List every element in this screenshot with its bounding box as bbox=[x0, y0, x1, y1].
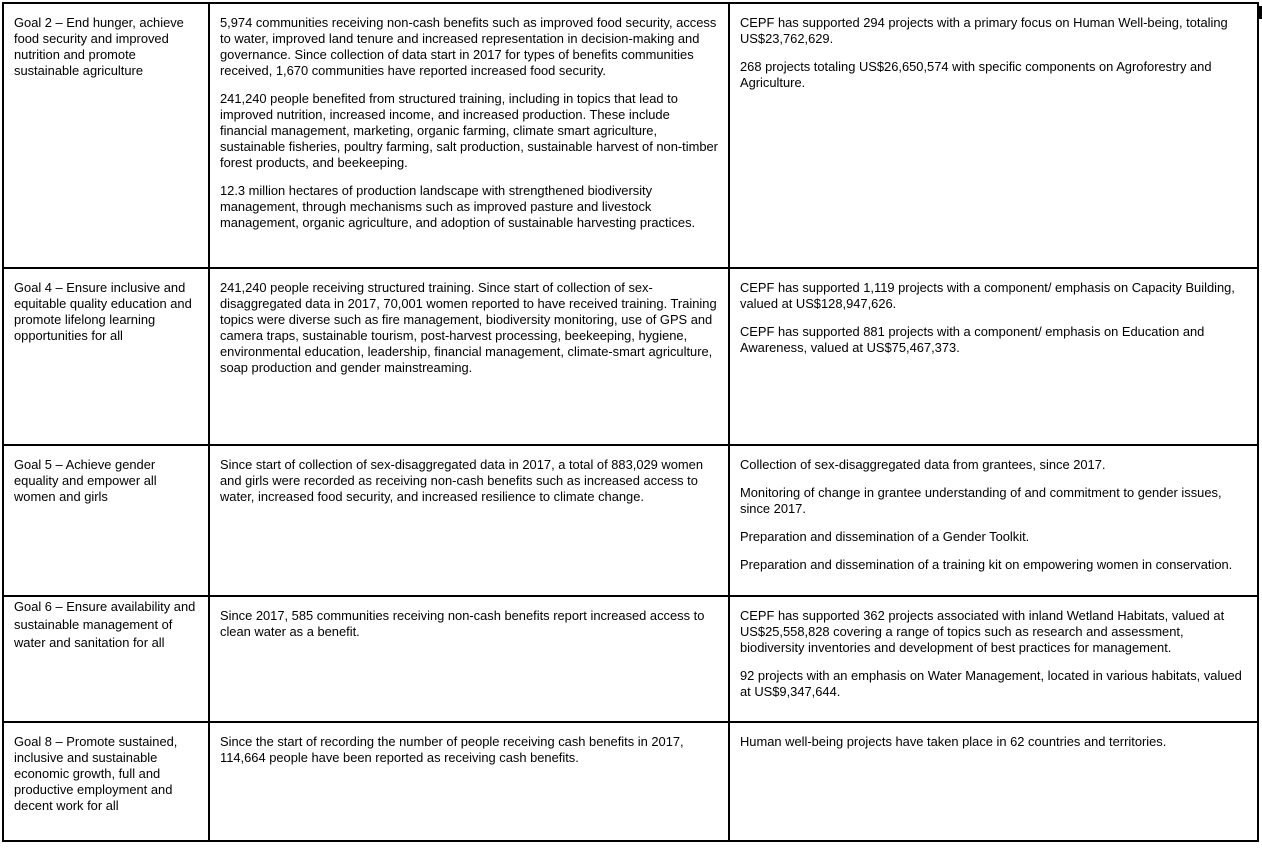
result-paragraph: 12.3 million hectares of production landscape with strengthened biodiversity management, through mechanisms such as improved pasture and livestock management, organic agriculture, and adoption of sustainable harvesting practices. bbox=[220, 183, 696, 230]
cepf-support-cell bbox=[729, 445, 1258, 596]
support-paragraph: 268 projects totaling US$26,650,574 with specific components on Agroforestry and Agriculture. bbox=[740, 59, 1212, 90]
support-paragraph: Human well-being projects have taken place in 62 countries and territories. bbox=[740, 734, 1167, 749]
results-cell bbox=[209, 3, 729, 268]
results-cell bbox=[209, 268, 729, 445]
table-row bbox=[3, 3, 1258, 268]
support-paragraph: CEPF has supported 362 projects associated with inland Wetland Habitats, valued at US$25,558,828 covering a range of topics such as research and assessment, biodiversity inventories and development of best practices for management. bbox=[740, 608, 1225, 655]
goal-title: Goal 8 – Promote sustained, inclusive and sustainable economic growth, full and productive employment and decent work for all bbox=[14, 734, 178, 813]
result-paragraph: Since start of collection of sex-disaggregated data in 2017, a total of 883,029 women and girls were recorded as receiving non-cash benefits such as increased access to water, increased food security, and increased resilience to climate change. bbox=[220, 457, 703, 504]
goal-cell bbox=[3, 268, 209, 445]
goal-cell bbox=[3, 596, 209, 722]
results-cell bbox=[209, 596, 729, 722]
results-cell bbox=[209, 445, 729, 596]
goal-title: Goal 5 – Achieve gender equality and empower all women and girls bbox=[14, 457, 157, 504]
support-paragraph: Preparation and dissemination of a Gender Toolkit. bbox=[740, 529, 1030, 544]
support-paragraph: Collection of sex-disaggregated data from grantees, since 2017. bbox=[740, 457, 1106, 472]
result-paragraph: 241,240 people receiving structured training. Since start of collection of sex-disaggregated data in 2017, 70,001 women reported to have received training. Training topics were diverse such as fire management, biodiversity monitoring, use of GPS and camera traps, sustainable tourism, post-harvest processing, beekeeping, hygiene, environmental education, leadership, financial management, climate-smart agriculture, soap production and gender mainstreaming. bbox=[220, 280, 717, 375]
goal-title: Goal 6 – Ensure availability and sustainable management of water and sanitation for all bbox=[14, 599, 196, 650]
support-paragraph: Monitoring of change in grantee understanding of and commitment to gender issues, since 2017. bbox=[740, 485, 1222, 516]
goal-title: Goal 4 – Ensure inclusive and equitable quality education and promote lifelong learning opportunities for all bbox=[14, 280, 192, 343]
cepf-support-cell bbox=[729, 596, 1258, 722]
goal-title: Goal 2 – End hunger, achieve food security and improved nutrition and promote sustainable agriculture bbox=[14, 15, 184, 78]
support-paragraph: Preparation and dissemination of a training kit on empowering women in conservation. bbox=[740, 557, 1233, 572]
sdg-contributions-table bbox=[2, 2, 1259, 842]
support-paragraph: CEPF has supported 1,119 projects with a component/ emphasis on Capacity Building, valued at US$128,947,626. bbox=[740, 280, 1235, 311]
table-row bbox=[3, 268, 1258, 445]
results-cell bbox=[209, 722, 729, 841]
result-paragraph: 5,974 communities receiving non-cash benefits such as improved food security, access to water, improved land tenure and increased representation in decision-making and governance. Since collection of data start in 2017 for types of benefits communities received, 1,670 communities have reported increased food security. bbox=[220, 15, 717, 78]
support-paragraph: 92 projects with an emphasis on Water Management, located in various habitats, valued at US$9,347,644. bbox=[740, 668, 1242, 699]
result-paragraph: Since 2017, 585 communities receiving non-cash benefits report increased access to clean water as a benefit. bbox=[220, 608, 705, 639]
table-row bbox=[3, 596, 1258, 722]
goal-cell bbox=[3, 3, 209, 268]
result-paragraph: Since the start of recording the number of people receiving cash benefits in 2017, 114,664 people have been reported as receiving cash benefits. bbox=[220, 734, 684, 765]
table-row bbox=[3, 722, 1258, 841]
support-paragraph: CEPF has supported 294 projects with a primary focus on Human Well-being, totaling US$23,762,629. bbox=[740, 15, 1228, 46]
cepf-support-cell bbox=[729, 3, 1258, 268]
cepf-support-cell bbox=[729, 268, 1258, 445]
support-paragraph: CEPF has supported 881 projects with a component/ emphasis on Education and Awareness, valued at US$75,467,373. bbox=[740, 324, 1205, 355]
table-row bbox=[3, 445, 1258, 596]
cepf-support-cell bbox=[729, 722, 1258, 841]
result-paragraph: 241,240 people benefited from structured training, including in topics that lead to improved nutrition, increased income, and increased production. These include financial management, marketing, organic farming, climate smart agriculture, sustainable fisheries, poultry farming, salt production, sustainable harvest of non-timber forest products, and beekeeping. bbox=[220, 91, 718, 170]
goal-cell bbox=[3, 722, 209, 841]
goal-cell bbox=[3, 445, 209, 596]
